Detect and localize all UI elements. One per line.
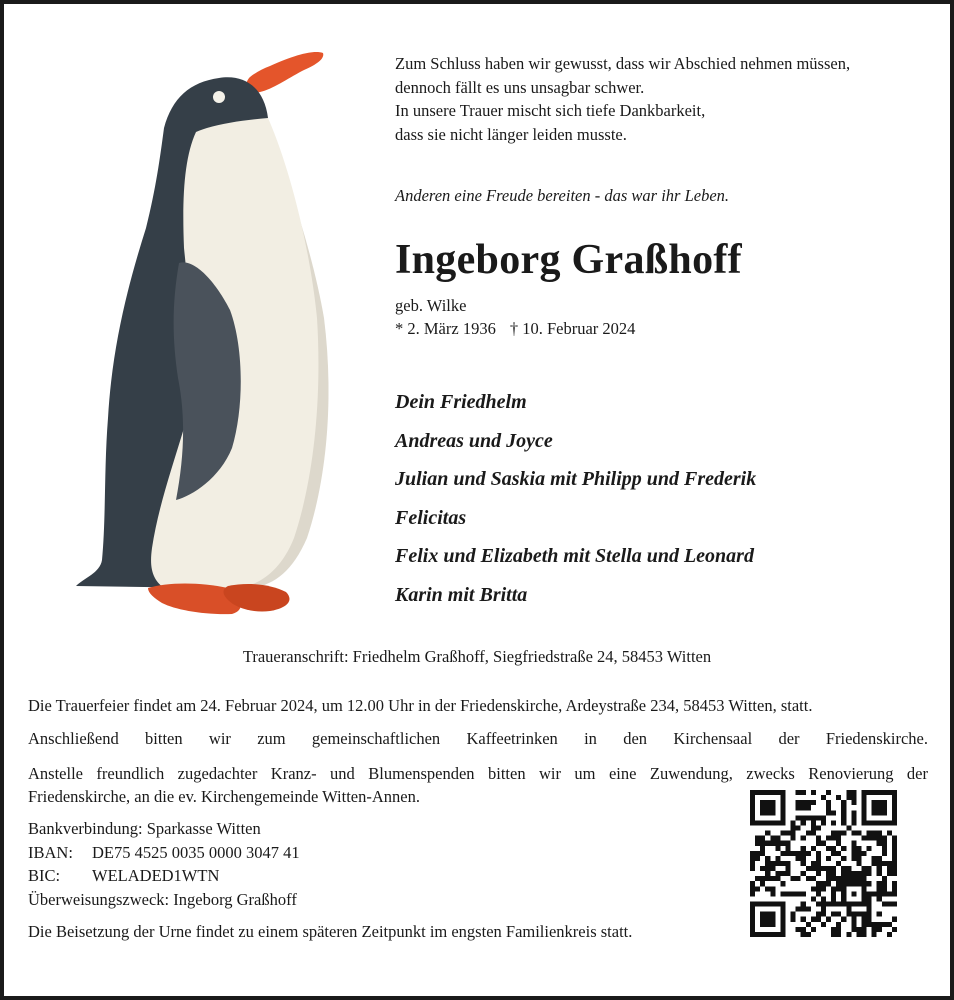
mourners-list [395, 383, 756, 614]
poem-line: dass sie nicht länger leiden musste. [395, 124, 627, 144]
mourner-entry: Felicitas [395, 506, 467, 529]
iban-label: IBAN: [28, 842, 73, 862]
iban-row [28, 841, 300, 865]
poem-line: In unsere Trauer mischt sich tiefe Dankbarkeit, [395, 101, 706, 120]
iban-value: DE75 4525 0035 0000 3047 41 [92, 842, 300, 862]
mourner-entry: Felix und Elizabeth mit Stella und Leonard [395, 545, 754, 567]
burial-info: Die Beisetzung der Urne findet zu einem späteren Zeitpunkt im engsten Familienkreis statt. [28, 922, 633, 941]
coffee-info: Anschließend bitten wir zum gemeinschaftlichen Kaffeetrinken in den Kirchensaal der Friedenskirche. [28, 729, 928, 748]
birth-date: * 2. März 1936 [395, 319, 496, 338]
poem-line: Zum Schluss haben wir gewusst, dass wir Abschied nehmen müssen, [395, 54, 851, 73]
service-info: Die Trauerfeier findet am 24. Februar 2024, um 12.00 Uhr in der Friedenskirche, Ardeystraße 234, 58453 Witten, statt. [28, 696, 813, 715]
donation-line: Friedenskirche, an die ev. Kirchengemeinde Witten-Annen. [28, 787, 420, 806]
penguin-illustration [72, 48, 336, 620]
qr-code[interactable] [750, 790, 897, 937]
life-dates [395, 319, 635, 339]
donation-line: Anstelle freundlich zugedachter Kranz- und Blumenspenden bitten wir um eine Zuwendung, zwecks Renovierung der [28, 764, 928, 783]
poem [395, 52, 850, 146]
mourner-entry: Andreas und Joyce [395, 429, 553, 452]
bic-row [28, 864, 300, 888]
death-date: † 10. Februar 2024 [509, 319, 636, 338]
bic-value: WELADED1WTN [92, 866, 220, 885]
mourner-entry: Julian und Saskia mit Philipp und Frederik [395, 468, 757, 490]
motto: Anderen eine Freude bereiten - das war ihr Leben. [395, 186, 730, 205]
mourner-entry: Dein Friedhelm [395, 391, 527, 413]
transfer-purpose: Überweisungszweck: Ingeborg Graßhoff [28, 889, 297, 909]
bank-connection: Bankverbindung: Sparkasse Witten [28, 819, 261, 838]
birth-name: geb. Wilke [395, 296, 467, 315]
bank-details [28, 817, 300, 911]
bic-label: BIC: [28, 866, 61, 885]
mourner-entry: Karin mit Britta [395, 583, 528, 606]
poem-line: dennoch fällt es uns unsagbar schwer. [395, 77, 645, 97]
deceased-name: Ingeborg Graßhoff [395, 237, 742, 283]
mourning-address: Traueranschrift: Friedhelm Graßhoff, Siegfriedstraße 24, 58453 Witten [242, 647, 712, 666]
